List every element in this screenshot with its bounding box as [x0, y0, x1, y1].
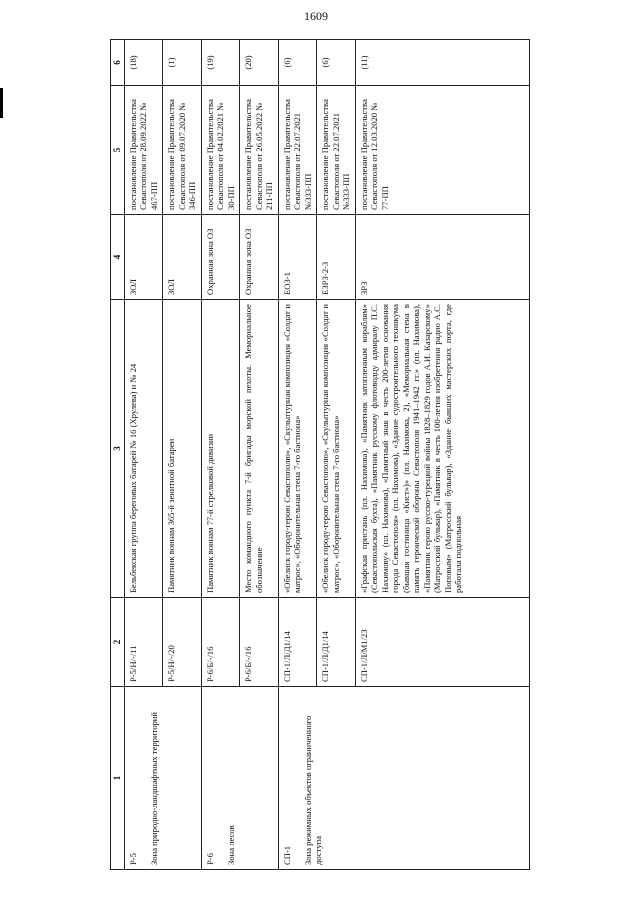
document-cell: постановление Правительства Севастополя от 26.05.2022 № 211-ПП: [240, 86, 278, 215]
zone-type-cell: Охранная зона ОЗ: [201, 215, 239, 300]
col-header-4: 4: [111, 215, 125, 300]
ref-cell: (6): [317, 40, 355, 86]
document-cell: постановление Правительства Севастополя от 22.07.2021 №333-ПП: [278, 86, 316, 215]
col-header-6: 6: [111, 40, 125, 86]
code-cell: Р-6/Б/-/16: [201, 598, 239, 687]
zone-type-cell: Охранная зона ОЗ: [240, 215, 278, 300]
ref-cell: (18): [124, 40, 162, 86]
table-row: [124, 40, 162, 870]
object-cell: «Обелиск городу-герою Севастополю», «Скульптурная композиция «Солдат и матрос», «Оборонительная стена 7-го бастиона»: [278, 300, 316, 598]
zone-type-cell: ЗОЛ: [163, 215, 201, 300]
table-row: [278, 40, 316, 870]
object-cell: «Обелиск городу-герою Севастополю», «Скульптурная композиция «Солдат и матрос», «Оборонительная стена 7-го бастиона»: [317, 300, 355, 598]
zone-type-cell: ЕЗРЗ-2-3: [317, 215, 355, 300]
col-header-5: 5: [111, 86, 125, 215]
ref-cell: (11): [355, 40, 529, 86]
ref-cell: (6): [278, 40, 316, 86]
page-number: 1609: [304, 9, 328, 23]
zones-table: [110, 39, 530, 870]
object-cell: Место командного пункта 7-й бригады морской пехоты. Мемориальное обозначение: [240, 300, 278, 598]
document-cell: постановление Правительства Севастополя от 04.02.2021 № 30-ПП: [201, 86, 239, 215]
zone-cell: СП-1 Зона режимных объектов ограниченного доступа: [278, 687, 529, 870]
ref-cell: (1): [163, 40, 201, 86]
ref-cell: (20): [240, 40, 278, 86]
page-edge-mark: [0, 88, 3, 118]
zone-type-cell: ЕОЗ-1: [278, 215, 316, 300]
col-header-3: 3: [111, 300, 125, 598]
code-cell: Р-5/Н/-/20: [163, 598, 201, 687]
column-number-row: [111, 40, 125, 870]
document-cell: постановление Правительства Севастополя от 09.07.2020 № 346-ПП: [163, 86, 201, 215]
code-cell: СП-1/Л/Д1/14: [278, 598, 316, 687]
code-cell: Р-6/Б/-/16: [240, 598, 278, 687]
document-cell: постановление Правительства Севастополя от 28.09.2022 № 467-ПП: [124, 86, 162, 215]
object-cell: Памятник воинам 365-й зенитной батареи: [163, 300, 201, 598]
code-cell: Р-5/Н/-/11: [124, 598, 162, 687]
table-row: [201, 40, 239, 870]
object-cell: «Графская пристань (пл. Нахимова), «Памятник затопленным кораблям» (Севастопольская бухта), «Памятник русскому флотоводцу адмиралу П.С. Нахимову» (пл. Нахимова), «Памятный знак в честь 200-летия основания города Севастополя» (пл. Нахимова), «Здание судостроительного техникума (бывшая гостиница «Кист»)» (пл. Нахимова, 2), «Мемориальная стена в память героической обороны Севастополя 1941–1942 гг.» (пл. Нахимова), «Памятник герою русско-турецкой войны 1828–1829 годов А.И. Казарскому» (Матросский бульвар), «Памятник в честь 100-летия изобретения радио А.С. Поповым» (Матросский бульвар), «Здание бывших мастерских порта, где работала подпольная: [355, 300, 529, 598]
col-header-1: 1: [111, 687, 125, 870]
code-cell: СП-1/Л/М1/23: [355, 598, 529, 687]
object-cell: Бельбекская группа береговых батарей № 16 (Хрулева) и № 24: [124, 300, 162, 598]
document-cell: постановление Правительства Севастополя от 22.07.2021 №333-ПП: [317, 86, 355, 215]
zone-type-cell: ЗРЗ: [355, 215, 529, 300]
document-cell: постановление Правительства Севастополя от 12.03.2020 № 77-ПП: [355, 86, 529, 215]
rotated-table-wrapper: [110, 55, 530, 870]
code-cell: СП-1/Л/Д1/14: [317, 598, 355, 687]
zone-type-cell: ЗОЛ: [124, 215, 162, 300]
zone-cell: Р-5 Зона природно-ландшафтных территорий: [124, 687, 201, 870]
object-cell: Памятник воинам 77-й стрелковой дивизии: [201, 300, 239, 598]
ref-cell: (19): [201, 40, 239, 86]
zone-cell: Р-6 Зона лесов: [201, 687, 278, 870]
col-header-2: 2: [111, 598, 125, 687]
